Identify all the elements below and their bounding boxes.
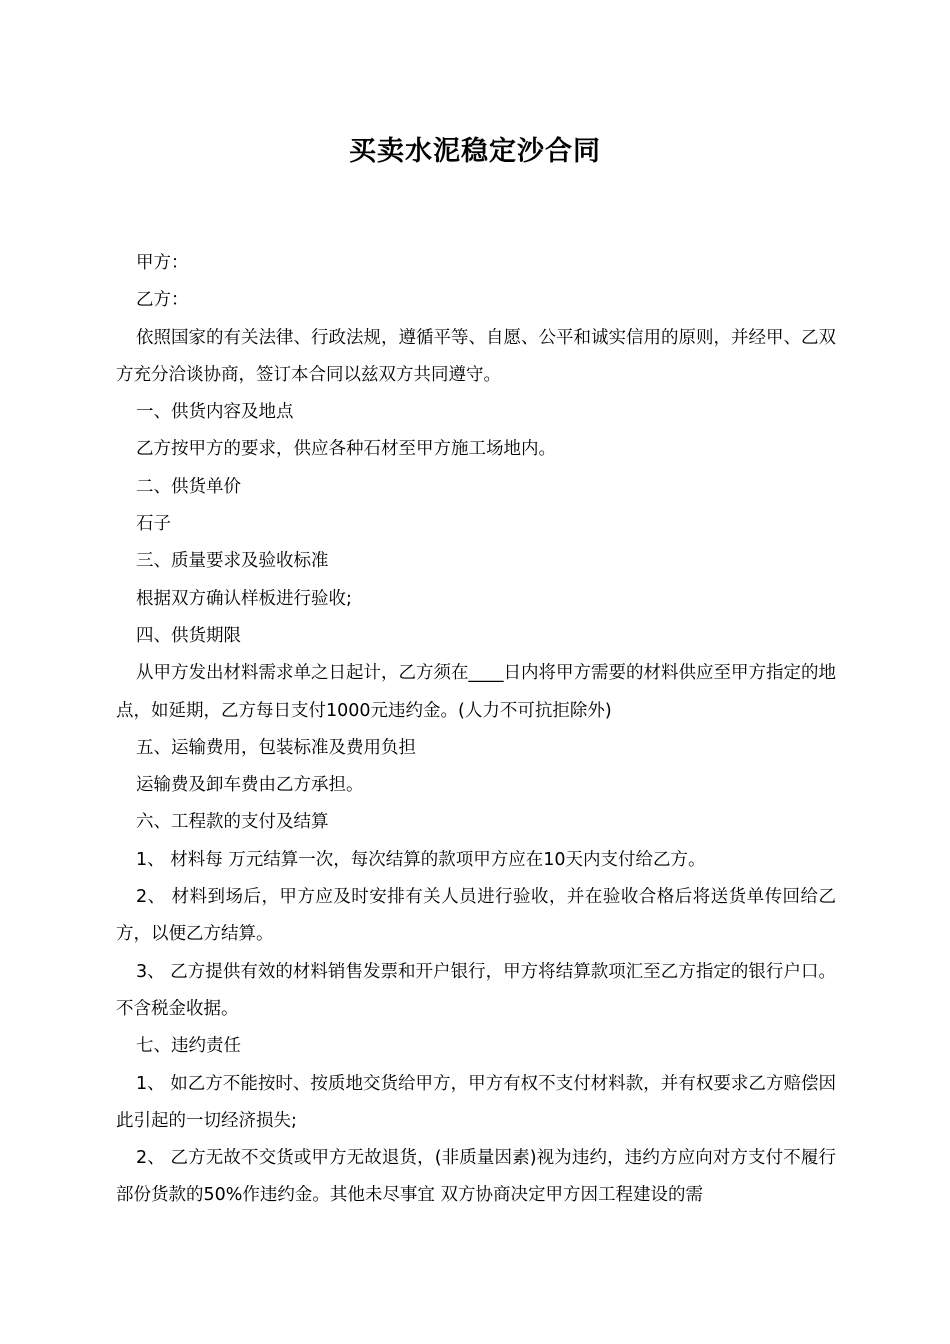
section-heading-1: 一、供货内容及地点 [136, 402, 294, 423]
section-7-item-2: 2、 乙方无故不交货或甲方无故退货，(非质量因素)视为违约，违约方应向对方支付不履行部份货款的50%作违约金。其他未尽事宜 双方协商决定甲方因工程建设的需 [116, 1148, 836, 1206]
section-6-item-2: 2、 材料到场后，甲方应及时安排有关人员进行验收，并在验收合格后将送货单传回给乙方，以便乙方结算。 [116, 887, 836, 945]
section-heading-4: 四、供货期限 [136, 625, 241, 646]
section-2-text: 石子 [136, 514, 171, 535]
section-4-text: 从甲方发出材料需求单之日起计，乙方须在____日内将甲方需要的材料供应至甲方指定的地点，如延期，乙方每日支付1000元违约金。(人力不可抗拒除外) [116, 663, 836, 721]
section-1-text: 乙方按甲方的要求，供应各种石材至甲方施工场地内。 [136, 439, 556, 460]
section-7-item-1: 1、 如乙方不能按时、按质地交货给甲方，甲方有权不支付材料款，并有权要求乙方赔偿因此引起的一切经济损失; [116, 1073, 836, 1131]
section-heading-7: 七、违约责任 [136, 1036, 241, 1057]
document-title: 买卖水泥稳定沙合同 [349, 136, 601, 167]
preamble-paragraph: 依照国家的有关法律、行政法规，遵循平等、自愿、公平和诚实信用的原则，并经甲、乙双方充分洽谈协商，签订本合同以兹双方共同遵守。 [116, 327, 836, 385]
section-6-item-1: 1、 材料每 万元结算一次，每次结算的款项甲方应在10天内支付给乙方。 [136, 849, 706, 870]
section-5-text: 运输费及卸车费由乙方承担。 [136, 775, 364, 796]
section-heading-2: 二、供货单价 [136, 476, 241, 497]
section-heading-5: 五、运输费用，包装标准及费用负担 [136, 737, 416, 758]
section-heading-3: 三、质量要求及验收标准 [136, 551, 329, 572]
document-body [116, 245, 836, 1215]
party-b-line: 乙方： [136, 290, 189, 311]
section-6-item-3: 3、 乙方提供有效的材料销售发票和开户银行，甲方将结算款项汇至乙方指定的银行户口。不含税金收据。 [116, 961, 836, 1019]
section-3-text: 根据双方确认样板进行验收; [136, 588, 352, 609]
section-heading-6: 六、工程款的支付及结算 [136, 812, 329, 833]
party-a-line: 甲方： [136, 253, 189, 273]
